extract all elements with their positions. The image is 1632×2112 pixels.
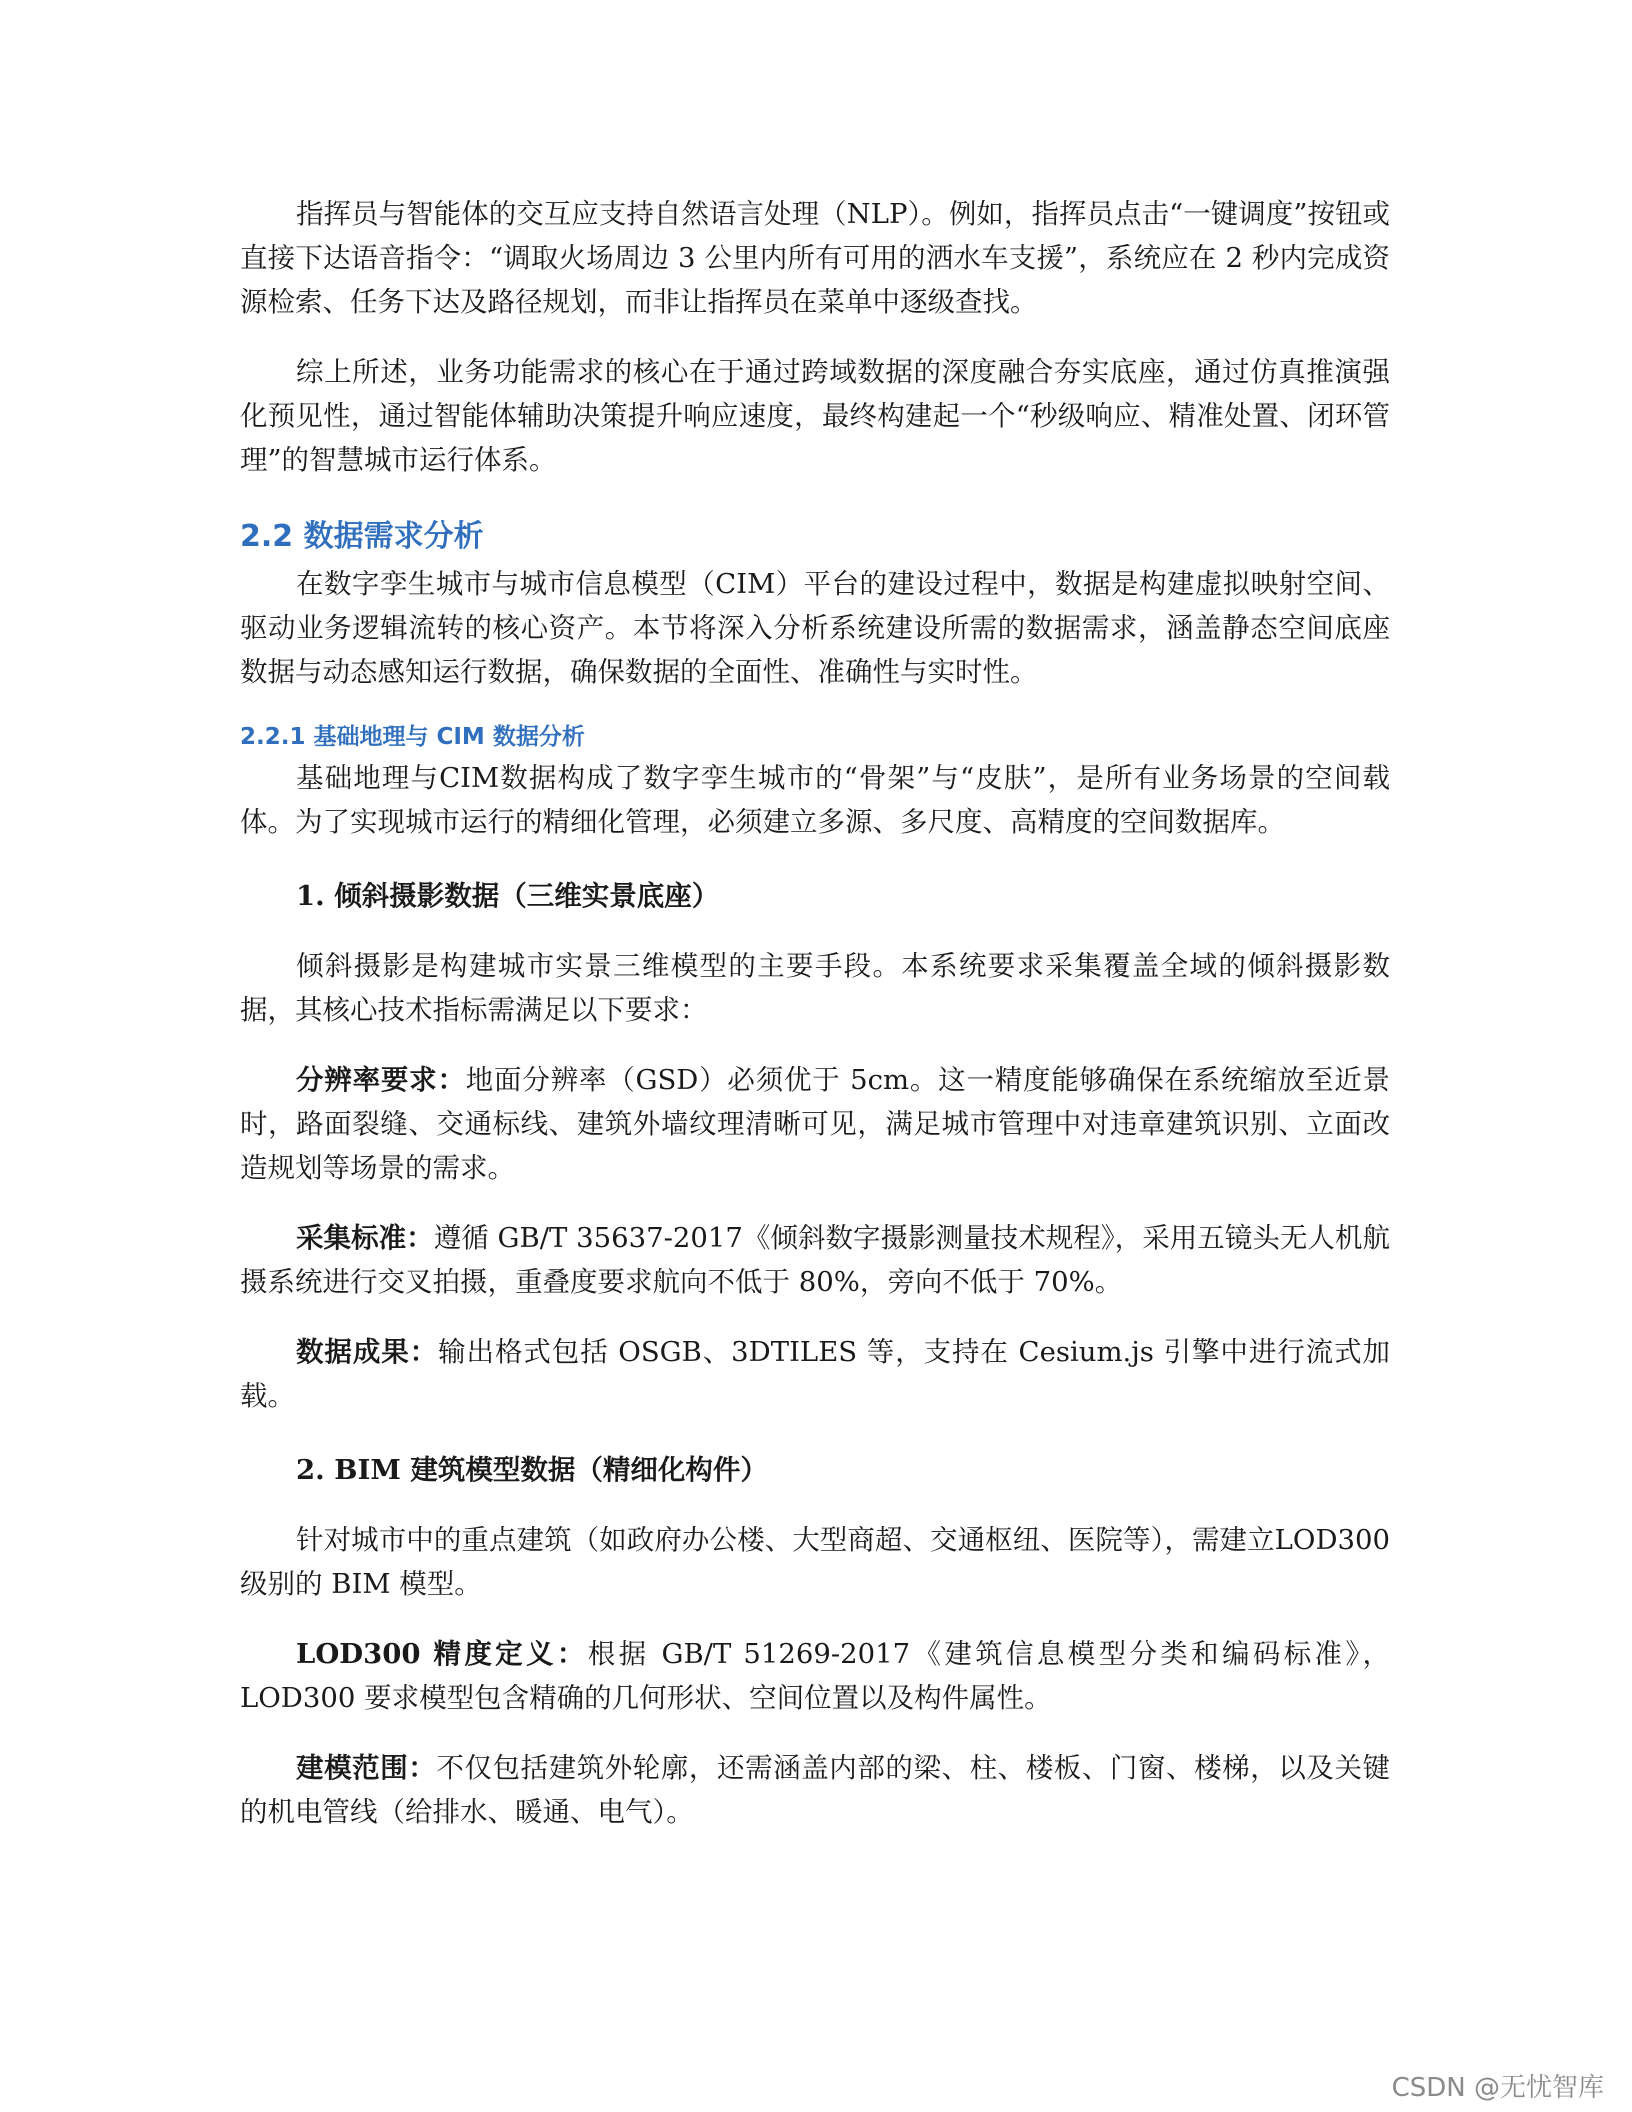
text-scope: 不仅包括建筑外轮廓，还需涵盖内部的梁、柱、楼板、门窗、楼梯，以及关键的机电管线（给排水、暖通、电气）。 [240, 1752, 1391, 1828]
term-output: 数据成果： [296, 1336, 439, 1368]
paragraph-section-2-2-1-intro: 基础地理与CIM数据构成了数字孪生城市的“骨架”与“皮肤”，是所有业务场景的空间载体。为了实现城市运行的精细化管理，必须建立多源、多尺度、高精度的空间数据库。 [240, 762, 1390, 838]
paragraph-scope [240, 1746, 1390, 1834]
paragraph-bim-intro: 针对城市中的重点建筑（如政府办公楼、大型商超、交通枢纽、医院等），需建立LOD300 级别的 BIM 模型。 [240, 1524, 1390, 1600]
term-scope: 建模范围： [296, 1752, 437, 1784]
text-resolution: 地面分辨率（GSD）必须优于 5cm。这一精度能够确保在系统缩放至近景时，路面裂缝、交通标线、建筑外墙纹理清晰可见，满足城市管理中对违章建筑识别、立面改造规划等场景的需求。 [240, 1064, 1391, 1184]
paragraph-resolution [240, 1058, 1390, 1190]
text-standard: 遵循 GB/T 35637-2017《倾斜数字摄影测量技术规程》，采用五镜头无人机航摄系统进行交叉拍摄，重叠度要求航向不低于 80%，旁向不低于 70%。 [240, 1222, 1390, 1298]
section-heading-2-2-1: 2.2.1 基础地理与 CIM 数据分析 [240, 724, 585, 750]
text-output: 输出格式包括 OSGB、3DTILES 等，支持在 Cesium.js 引擎中进行流式加载。 [240, 1336, 1391, 1412]
item-heading-bim: 2. BIM 建筑模型数据（精细化构件） [296, 1454, 768, 1486]
text-lod300: 根据 GB/T 51269-2017《建筑信息模型分类和编码标准》，LOD300 要求模型包含精确的几何形状、空间位置以及构件属性。 [240, 1638, 1390, 1714]
term-lod300: LOD300 精度定义： [296, 1638, 588, 1670]
paragraph-standard [240, 1216, 1390, 1304]
paragraph-section-2-2-intro: 在数字孪生城市与城市信息模型（CIM）平台的建设过程中，数据是构建虚拟映射空间、驱动业务逻辑流转的核心资产。本节将深入分析系统建设所需的数据需求，涵盖静态空间底座数据与动态感知运行数据，确保数据的全面性、准确性与实时性。 [240, 568, 1390, 688]
document-page [240, 192, 1390, 1834]
csdn-watermark: CSDN @无忧智库 [1391, 2073, 1604, 2103]
section-heading-2-2: 2.2 数据需求分析 [240, 519, 484, 554]
item-heading-oblique-photography: 1. 倾斜摄影数据（三维实景底座） [296, 880, 720, 912]
paragraph-nlp-interaction: 指挥员与智能体的交互应支持自然语言处理（NLP）。例如，指挥员点击“一键调度”按钮或直接下达语音指令：“调取火场周边 3 公里内所有可用的洒水车支援”，系统应在 2 秒内完成资源检索、任务下达及路径规划，而非让指挥员在菜单中逐级查找。 [240, 198, 1390, 318]
paragraph-lod300 [240, 1632, 1390, 1720]
term-standard: 采集标准： [296, 1222, 434, 1254]
paragraph-oblique-intro: 倾斜摄影是构建城市实景三维模型的主要手段。本系统要求采集覆盖全域的倾斜摄影数据，其核心技术指标需满足以下要求： [240, 950, 1390, 1026]
paragraph-summary: 综上所述，业务功能需求的核心在于通过跨域数据的深度融合夯实底座，通过仿真推演强化预见性，通过智能体辅助决策提升响应速度，最终构建起一个“秒级响应、精准处置、闭环管理”的智慧城市运行体系。 [240, 356, 1390, 476]
term-resolution: 分辨率要求： [296, 1064, 466, 1096]
paragraph-output [240, 1330, 1390, 1418]
